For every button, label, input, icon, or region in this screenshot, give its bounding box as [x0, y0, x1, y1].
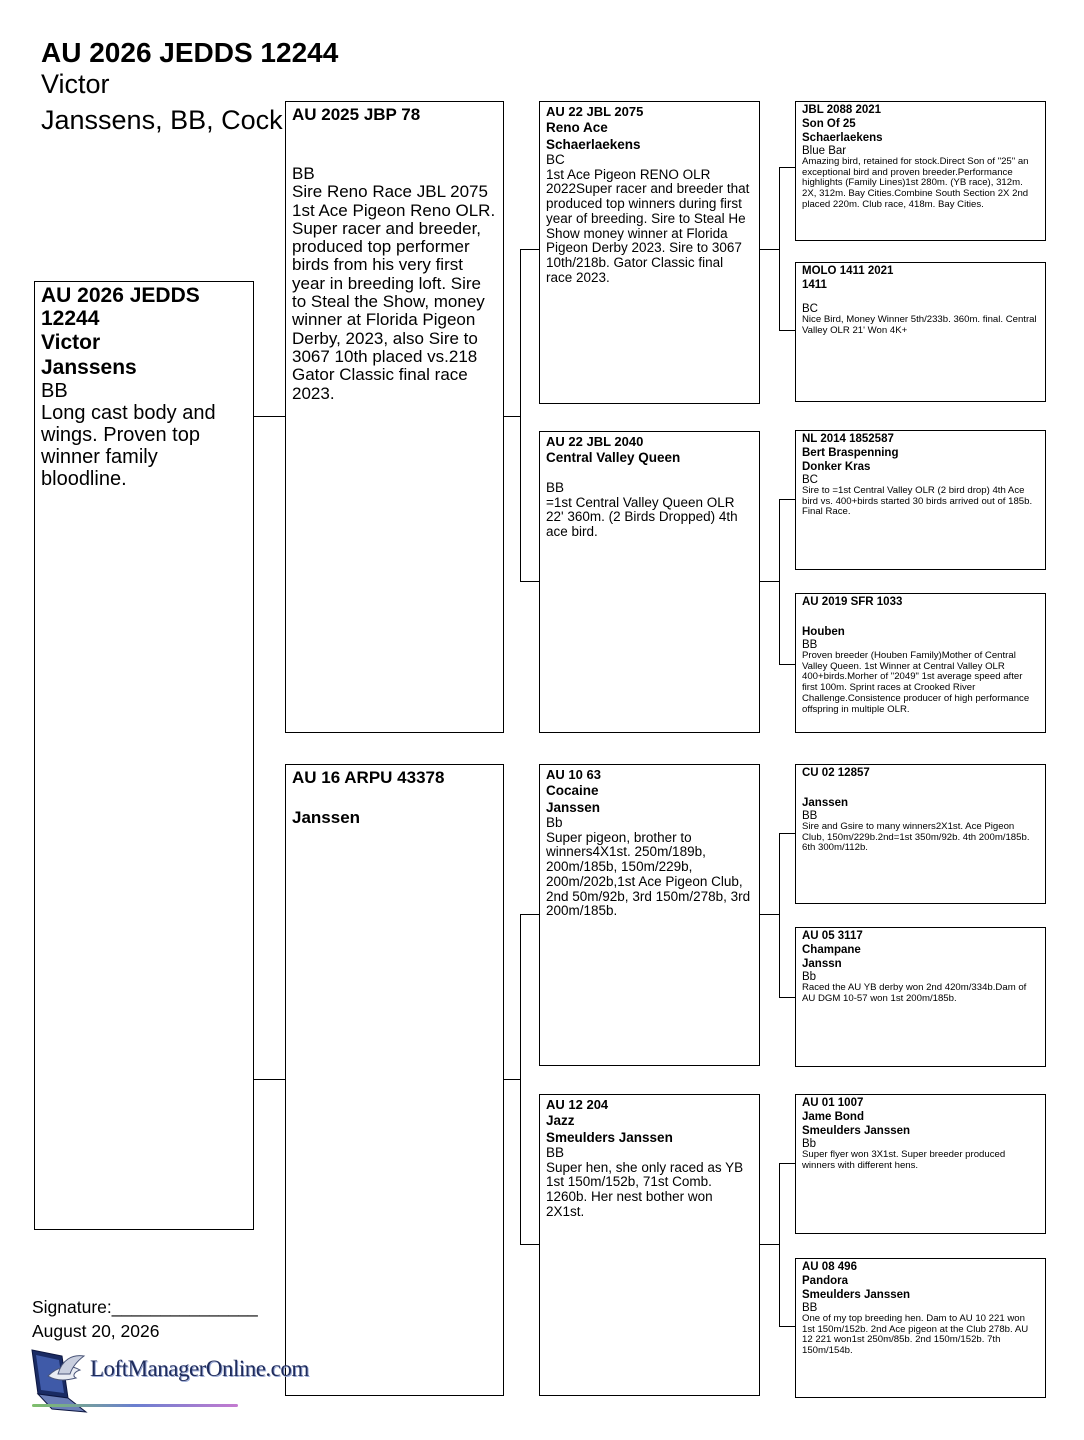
sss-name: Son Of 25	[802, 118, 856, 130]
sds-notes: Sire to =1st Central Valley OLR (2 bird drop) 4th Ace bird vs. 400+birds started 30 birds arrived out of 185b. Final Race.	[802, 485, 1033, 518]
signature-line: Signature:_______________	[32, 1297, 258, 1317]
subject-ring: AU 2026 JEDDS 12244	[41, 284, 200, 330]
dds-box[interactable]	[795, 1094, 1046, 1234]
sire-dam-color: BB	[546, 480, 565, 495]
dss-notes: Sire and Gsire to many winners2X1st. Ace Pigeon Club, 150m/229b.2nd=1st 350m/92b. 4th 200m/185b. 6th 300m/112b.	[802, 821, 1030, 854]
dss-ring: CU 02 12857	[802, 767, 870, 779]
dds-name: Jame Bond	[802, 1111, 864, 1123]
dam-breeder: Janssen	[292, 808, 361, 827]
sss-notes: Amazing bird, retained for stock.Direct Son of "25" an exceptional bird and proven breeder.Performance highlights (Family Lines)1st 280m. (YB race), 312m. 2X, 312m. Bay Cities.Combine South Section 2X 2nd placed 220m. Club race, 418m. Bay Cities.	[802, 156, 1029, 210]
sire-dam-box[interactable]	[539, 431, 760, 733]
ssd-color: BC	[802, 303, 818, 315]
sss-color: Blue Bar	[802, 145, 847, 157]
sdd-ring: AU 2019 SFR 1033	[802, 596, 903, 608]
sds-name: Bert Braspenning	[802, 447, 899, 459]
dam-sire-box[interactable]	[539, 764, 760, 1066]
dds-color: Bb	[802, 1138, 817, 1150]
logo-text: LoftManagerOnline.com	[90, 1356, 309, 1381]
subject-breeder: Janssens	[41, 356, 137, 379]
subject-box[interactable]	[34, 281, 254, 1230]
sdd-breeder: Houben	[802, 626, 845, 638]
sds-ring: NL 2014 1852587	[802, 433, 894, 445]
dsd-color: Bb	[802, 971, 817, 983]
subject-color: BB	[41, 380, 68, 402]
sss-ring: JBL 2088 2021	[802, 104, 882, 116]
dam-dam-breeder: Smeulders Janssen	[546, 1130, 673, 1145]
sdd-box[interactable]	[795, 593, 1046, 733]
ddd-box[interactable]	[795, 1258, 1046, 1398]
dsd-notes: Raced the AU YB derby won 2nd 420m/334b.Dam of AU DGM 10-57 won 1st 200m/185b.	[802, 982, 1027, 1004]
ddd-name: Pandora	[802, 1275, 849, 1287]
sire-dam-notes: =1st Central Valley Queen OLR 22' 360m. (2 Birds Dropped) 4th ace bird.	[546, 494, 738, 540]
dss-box[interactable]	[795, 764, 1046, 904]
sds-breeder: Donker Kras	[802, 461, 871, 473]
sds-box[interactable]	[795, 430, 1046, 570]
sss-box[interactable]	[795, 101, 1046, 241]
sire-dam-ring: AU 22 JBL 2040	[546, 434, 644, 449]
pigeon-name: Victor	[41, 69, 110, 99]
sdd-notes: Proven breeder (Houben Family)Mother of Central Valley Queen. 1st Winner at Central Valley OLR 400+birds.Morher of "2049" 1st average speed after first 100m. Sprint races at Crooked River Challenge.Consistence producer of high performance offspring in multiple OLR.	[802, 650, 1030, 715]
ssd-name: 1411	[802, 279, 827, 291]
dds-breeder: Smeulders Janssen	[802, 1125, 911, 1137]
sss-breeder: Schaerlaekens	[802, 132, 883, 144]
dam-sire-ring: AU 10 63	[546, 767, 601, 782]
sire-sire-notes: 1st Ace Pigeon RENO OLR 2022Super racer and breeder that produced top winners during first year of breeding. Sire to Steal He Show money winner at Florida Pigeon Derby 2023. Sire to 3067 10th/218b. Gator Classic final race 2023.	[546, 166, 750, 285]
dam-dam-box[interactable]	[539, 1094, 760, 1396]
dss-breeder: Janssen	[802, 797, 849, 809]
sire-sire-breeder: Schaerlaekens	[546, 137, 641, 152]
page-title: AU 2026 JEDDS 12244	[41, 37, 339, 68]
dam-sire-name: Cocaine	[546, 783, 599, 798]
dam-ring: AU 16 ARPU 43378	[292, 768, 445, 787]
sire-box[interactable]	[285, 101, 504, 733]
loftmanager-logo[interactable]	[28, 1346, 309, 1416]
dam-sire-color: Bb	[546, 815, 563, 830]
dds-ring: AU 01 1007	[802, 1097, 864, 1109]
ddd-breeder: Smeulders Janssen	[802, 1289, 911, 1301]
subject-notes: Long cast body and wings. Proven top winner family bloodline.	[41, 402, 216, 490]
ssd-ring: MOLO 1411 2021	[802, 265, 894, 277]
dam-sire-notes: Super pigeon, brother to winners4X1st. 250m/189b, 200m/185b, 150m/229b, 200m/202b,1st Ace Pigeon Club, 2nd 50m/92b, 3rd 150m/278b, 3rd 200m/185b.	[546, 829, 751, 919]
ddd-notes: One of my top breeding hen. Dam to AU 10 221 won 1st 150m/152b. 2nd Ace pigeon at the Club 278b. AU 12 221 won1st 250m/85b. 2nd 150m/152b. 7th 150m/154b.	[802, 1313, 1029, 1357]
sire-notes: Sire Reno Race JBL 2075 1st Ace Pigeon Reno OLR. Super racer and breeder, produced top performer birds from his very first year in breeding loft. Sire to Steal the Show, money winner at Florida Pigeon Derby, 2023, also Sire to 3067 10th placed vs.218 Gator Classic final race 2023.	[292, 182, 496, 403]
sire-sire-box[interactable]	[539, 101, 760, 404]
ssd-notes: Nice Bird, Money Winner 5th/233b. 360m. final. Central Valley OLR 21' Won 4K+	[802, 314, 1037, 336]
sire-dam-name: Central Valley Queen	[546, 450, 681, 465]
dsd-ring: AU 05 3117	[802, 930, 863, 942]
sire-color: BB	[292, 164, 315, 183]
sire-sire-color: BC	[546, 152, 565, 167]
sire-sire-name: Reno Ace	[546, 120, 608, 135]
dam-dam-color: BB	[546, 1145, 565, 1160]
ddd-color: BB	[802, 1302, 818, 1314]
dam-box[interactable]	[285, 764, 504, 1396]
sire-sire-ring: AU 22 JBL 2075	[546, 104, 644, 119]
dsd-box[interactable]	[795, 927, 1046, 1067]
sdd-color: BB	[802, 639, 818, 651]
sds-color: BC	[802, 474, 818, 486]
sire-ring: AU 2025 JBP 78	[292, 105, 421, 124]
ssd-box[interactable]	[795, 262, 1046, 402]
print-date: August 20, 2026	[32, 1321, 160, 1341]
dsd-name: Champane	[802, 944, 861, 956]
dam-dam-notes: Super hen, she only raced as YB 1st 150m/152b, 71st Comb. 1260b. Her nest bother won 2X1st.	[546, 1159, 744, 1219]
dam-dam-name: Jazz	[546, 1113, 575, 1128]
ddd-ring: AU 08 496	[802, 1261, 857, 1273]
dam-dam-ring: AU 12 204	[546, 1097, 609, 1112]
dss-color: BB	[802, 810, 818, 822]
dam-sire-breeder: Janssen	[546, 800, 601, 815]
dds-notes: Super flyer won 3X1st. Super breeder produced winners with different hens.	[802, 1149, 1006, 1171]
pigeon-info: Janssens, BB, Cock	[41, 105, 283, 135]
dsd-breeder: Janssn	[802, 958, 842, 970]
subject-name: Victor	[41, 331, 101, 354]
